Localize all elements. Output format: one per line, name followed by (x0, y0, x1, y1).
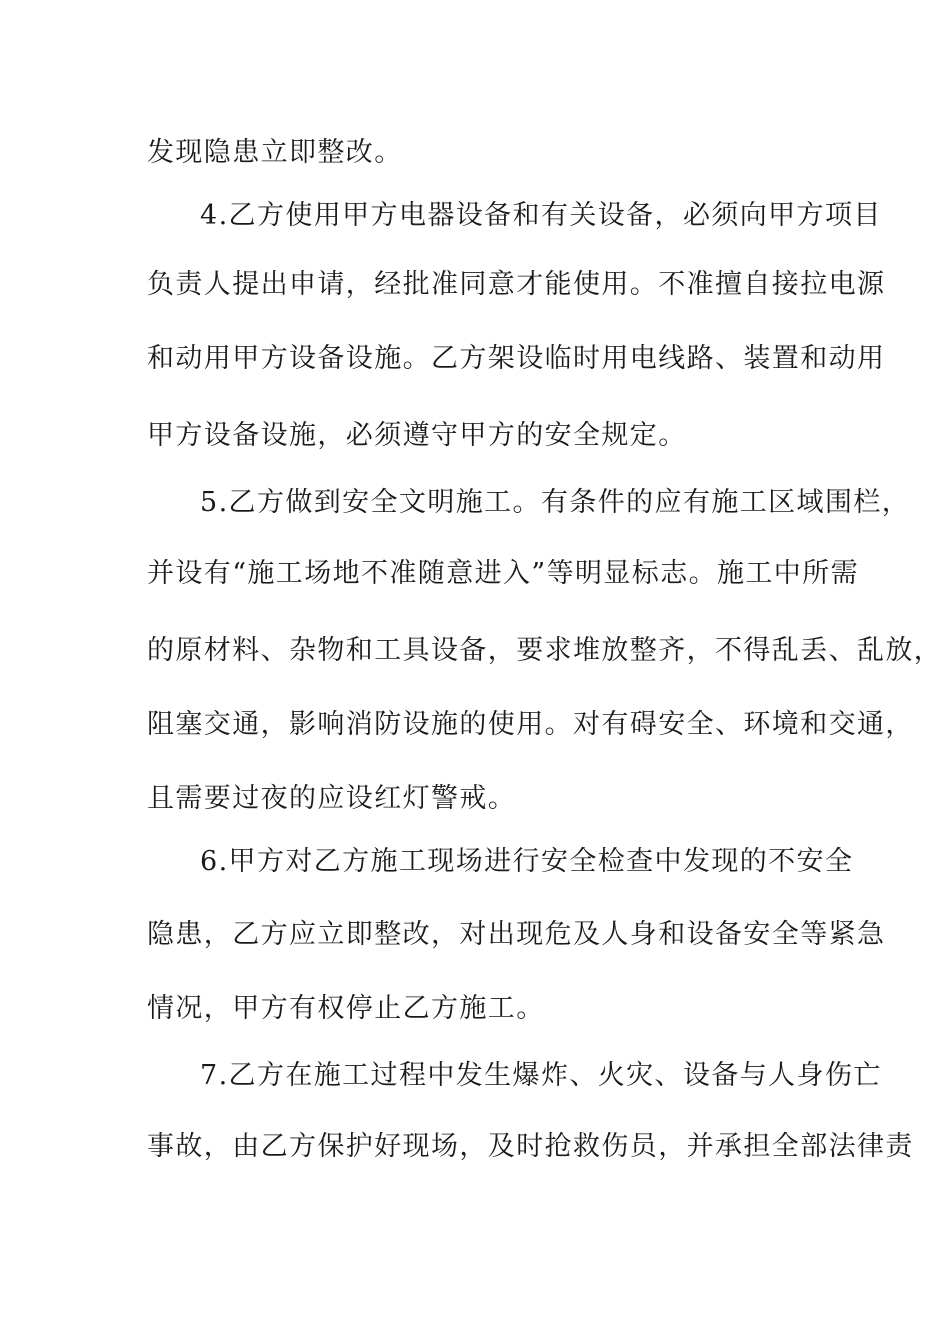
text-line: 的原材料、杂物和工具设备，要求堆放整齐，不得乱丢、乱放， (147, 635, 943, 666)
paragraph-6-line: 6.甲方对乙方施工现场进行安全检查中发现的不安全 (200, 846, 854, 877)
text-line: 和动用甲方设备设施。乙方架设临时用电线路、装置和动用 (147, 343, 886, 374)
text-line: 事故，由乙方保护好现场，及时抢救伤员，并承担全部法律责 (147, 1131, 914, 1162)
paragraph-7-line: 7.乙方在施工过程中发生爆炸、火灾、设备与人身伤亡 (200, 1060, 882, 1091)
paragraph-4-line: 4.乙方使用甲方电器设备和有关设备，必须向甲方项目 (200, 200, 882, 231)
text-line: 隐患，乙方应立即整改，对出现危及人身和设备安全等紧急 (147, 919, 886, 950)
paragraph-5-line: 5.乙方做到安全文明施工。有条件的应有施工区域围栏， (200, 487, 911, 518)
text-line: 负责人提出申请，经批准同意才能使用。不准擅自接拉电源 (147, 269, 886, 300)
text-line: 情况，甲方有权停止乙方施工。 (147, 993, 545, 1024)
text-line: 并设有“施工场地不准随意进入”等明显标志。施工中所需 (147, 558, 860, 589)
text-line: 阻塞交通，影响消防设施的使用。对有碍安全、环境和交通， (147, 709, 914, 740)
text-line: 且需要过夜的应设红灯警戒。 (147, 783, 517, 814)
text-line: 甲方设备设施，必须遵守甲方的安全规定。 (147, 420, 687, 451)
text-line: 发现隐患立即整改。 (147, 137, 403, 168)
